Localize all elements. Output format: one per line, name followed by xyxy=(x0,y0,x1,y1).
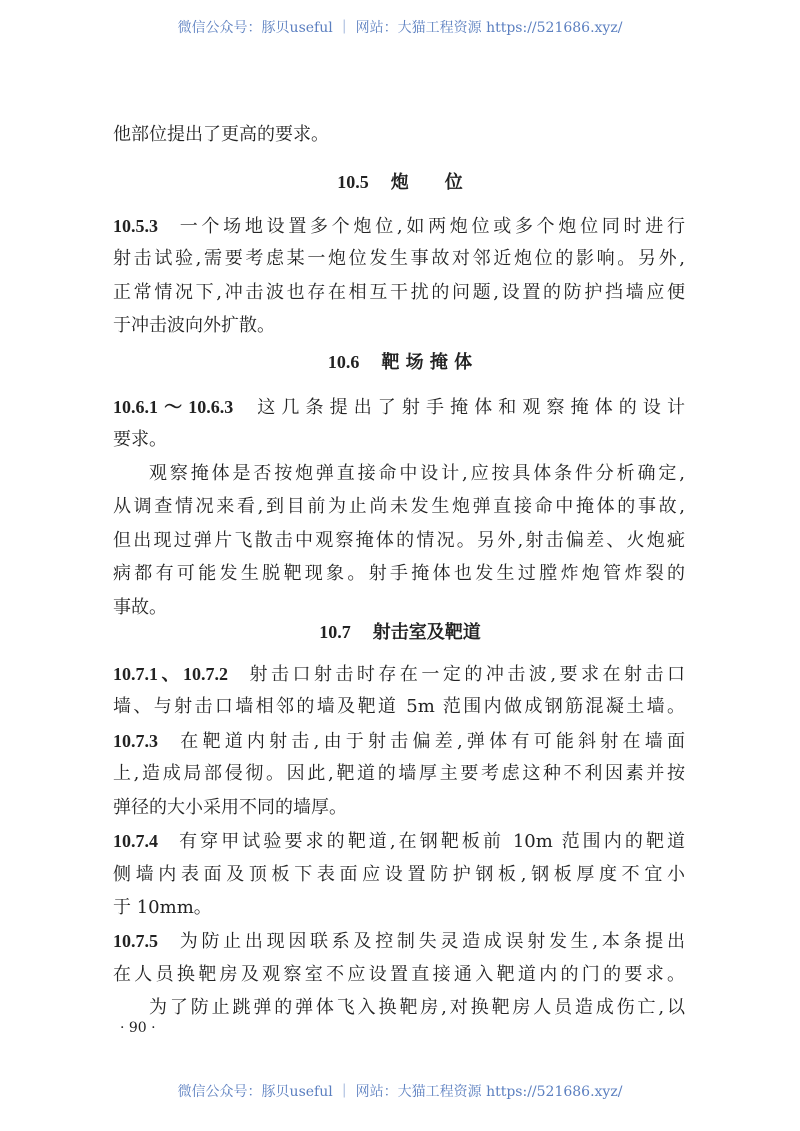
section-heading-10-6 xyxy=(0,350,800,375)
clause-number: 10.7.5 xyxy=(113,931,158,951)
text-line: 墙、与射击口墙相邻的墙及靶道 5m 范围内做成钢筋混凝土墙。 xyxy=(113,696,685,717)
clause-10-5-3 xyxy=(113,214,685,238)
watermark-bottom: 微信公众号：豚贝useful ｜ 网站：大猫工程资源 https://521686.xyz/ xyxy=(177,1084,623,1100)
text-line: 在人员换靶房及观察室不应设置直接通入靶道内的门的要求。 xyxy=(113,964,685,985)
text-line: 但出现过弹片飞散击中观察掩体的情况。另外,射击偏差、火炮疵 xyxy=(113,530,685,551)
section-heading-10-5 xyxy=(0,170,800,195)
clause-10-6-1 xyxy=(113,395,685,419)
clause-10-7-4 xyxy=(113,829,685,853)
text-line: 事故。 xyxy=(113,597,167,618)
clause-number: 10.7.3 xyxy=(113,731,158,751)
heading-title: 靶 场 掩 体 xyxy=(381,352,473,373)
text-line: 侧墙内表面及顶板下表面应设置防护钢板,钢板厚度不宜小 xyxy=(113,864,685,885)
text-line: 从调查情况来看,到目前为止尚未发生炮弹直接命中掩体的事故, xyxy=(113,496,685,517)
heading-number: 10.7 xyxy=(319,622,351,642)
text-line: 病都有可能发生脱靶现象。射手掩体也发生过膛炸炮管炸裂的 xyxy=(113,563,685,584)
text-line: 射击口射击时存在一定的冲击波,要求在射击口 xyxy=(245,664,685,685)
clause-10-7-1 xyxy=(113,662,685,686)
text-line: 为防止出现因联系及控制失灵造成误射发生,本条提出 xyxy=(176,931,685,952)
text-line: 于 10mm。 xyxy=(113,897,212,918)
text-line: 为了防止跳弹的弹体飞入换靶房,对换靶房人员造成伤亡,以 xyxy=(149,997,685,1018)
text-line: 弹径的大小采用不同的墙厚。 xyxy=(113,797,347,818)
text-line: 他部位提出了更高的要求。 xyxy=(113,124,329,145)
text-line: 有穿甲试验要求的靶道,在钢靶板前 10m 范围内的靶道 xyxy=(176,831,685,852)
clause-number: 10.7.1、10.7.2 xyxy=(113,664,228,684)
text-line: 这几条提出了射手掩体和观察掩体的设计 xyxy=(251,397,686,418)
text-line: 观察掩体是否按炮弹直接命中设计,应按具体条件分析确定, xyxy=(149,463,685,484)
heading-number: 10.6 xyxy=(327,352,360,372)
text-line: 射击试验,需要考虑某一炮位发生事故对邻近炮位的影响。另外, xyxy=(113,248,685,269)
text-line: 于冲击波向外扩散。 xyxy=(113,315,275,336)
text-line: 要求。 xyxy=(113,429,167,450)
text-line: 正常情况下,冲击波也存在相互干扰的问题,设置的防护挡墙应便 xyxy=(113,282,685,303)
text-line: 在靶道内射击,由于射击偏差,弹体有可能斜射在墙面 xyxy=(176,731,685,752)
text-line: 上,造成局部侵彻。因此,靶道的墙厚主要考虑这种不利因素并按 xyxy=(113,763,685,784)
section-heading-10-7 xyxy=(0,620,800,645)
text-line: 一个场地设置多个炮位,如两炮位或多个炮位同时进行 xyxy=(176,216,685,237)
clause-10-7-5 xyxy=(113,929,685,953)
page-number: · 90 · xyxy=(120,1020,156,1036)
watermark-top: 微信公众号：豚贝useful ｜ 网站：大猫工程资源 https://521686.xyz/ xyxy=(177,20,623,36)
clause-10-7-3 xyxy=(113,729,685,753)
clause-number: 10.5.3 xyxy=(113,216,158,236)
clause-number: 10.6.1～10.6.3 xyxy=(113,397,234,417)
heading-title: 炮 位 xyxy=(390,172,463,193)
heading-title: 射击室及靶道 xyxy=(372,622,481,643)
clause-number: 10.7.4 xyxy=(113,831,158,851)
heading-number: 10.5 xyxy=(337,172,369,192)
